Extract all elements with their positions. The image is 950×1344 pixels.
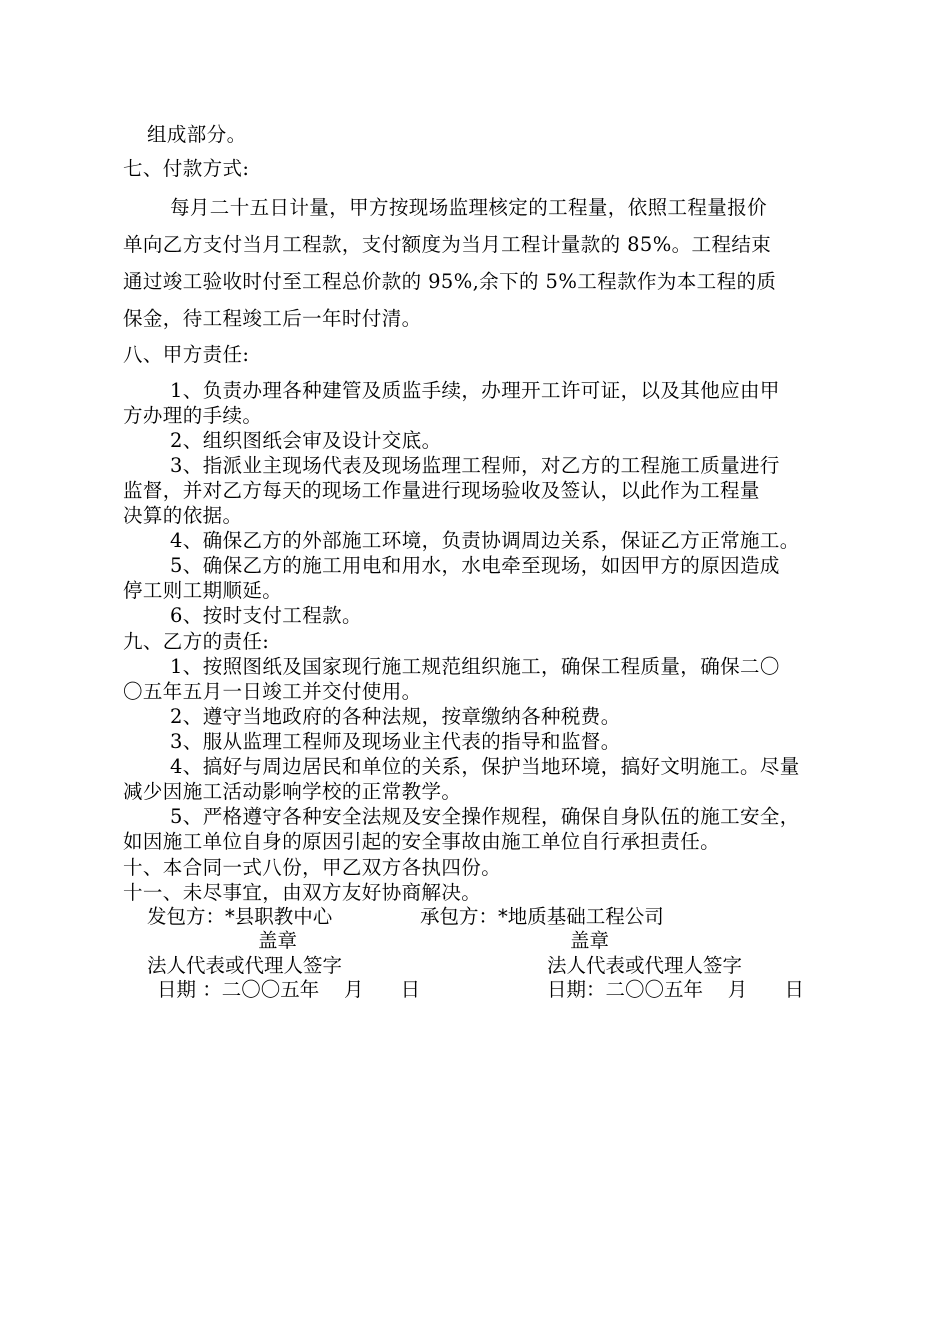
section-9-line-1: 1、按照图纸及国家现行施工规范组织施工，确保工程质量，确保二〇: [170, 655, 780, 678]
party-a-label: 发包方：*县职教中心: [147, 905, 333, 928]
section-10: 十、本合同一式八份，甲乙双方各执四份。: [123, 856, 502, 879]
section-8-line-9: 停工则工期顺延。: [123, 579, 283, 602]
section-9-heading: 九、乙方的责任:: [123, 630, 270, 653]
section-8-line-7: 4、确保乙方的外部施工环境，负责协调周边关系，保证乙方正常施工。: [170, 529, 800, 552]
section-9-line-4: 3、服从监理工程师及现场业主代表的指导和监督。: [170, 730, 621, 753]
date-a: 日期 ：二〇〇五年 月 日: [157, 978, 421, 1001]
party-b-label: 承包方：*地质基础工程公司: [420, 905, 664, 928]
section-9-line-5: 4、搞好与周边居民和单位的关系，保护当地环境，搞好文明施工。尽量: [170, 755, 800, 778]
section-8-line-10: 6、按时支付工程款。: [170, 604, 362, 627]
section-8-line-3: 2、组织图纸会审及设计交底。: [170, 429, 442, 452]
section-9-line-2: 〇五年五月一日竣工并交付使用。: [123, 680, 422, 703]
representative-b: 法人代表或代理人签字: [547, 954, 743, 977]
section-7-heading: 七、付款方式:: [123, 157, 250, 180]
section-7-line-3: 通过竣工验收时付至工程总价款的 95%,余下的 5%工程款作为本工程的质: [123, 270, 777, 293]
section-7-line-2: 单向乙方支付当月工程款，支付额度为当月工程计量款的 85%。工程结束: [123, 233, 772, 256]
section-9-line-8: 如因施工单位自身的原因引起的安全事故由施工单位自行承担责任。: [123, 830, 721, 853]
section-9-line-7: 5、严格遵守各种安全法规及安全操作规程，确保自身队伍的施工安全，: [170, 805, 800, 828]
section-8-line-8: 5、确保乙方的施工用电和用水，水电牵至现场，如因甲方的原因造成: [170, 554, 780, 577]
section-7-line-1: 每月二十五日计量，甲方按现场监理核定的工程量，依照工程量报价: [170, 196, 768, 219]
seal-a: 盖章: [258, 929, 298, 952]
date-b: 日期：二〇〇五年 月 日: [547, 978, 804, 1001]
section-9-line-3: 2、遵守当地政府的各种法规，按章缴纳各种税费。: [170, 705, 621, 728]
seal-b: 盖章: [570, 929, 610, 952]
section-11: 十一、未尽事宜，由双方友好协商解决。: [123, 881, 482, 904]
section-7-line-4: 保金，待工程竣工后一年时付清。: [123, 307, 422, 330]
section-8-line-6: 决算的依据。: [123, 504, 243, 527]
section-9-line-6: 减少因施工活动影响学校的正常教学。: [123, 780, 462, 803]
section-8-line-4: 3、指派业主现场代表及现场监理工程师，对乙方的工程施工质量进行: [170, 454, 780, 477]
representative-a: 法人代表或代理人签字: [147, 954, 343, 977]
section-8-line-5: 监督，并对乙方每天的现场工作量进行现场验收及签认，以此作为工程量: [123, 479, 760, 502]
intro-line: 组成部分。: [147, 123, 247, 146]
section-8-line-1: 1、负责办理各种建管及质监手续，办理开工许可证，以及其他应由甲: [170, 379, 780, 402]
section-8-heading: 八、甲方责任:: [123, 343, 250, 366]
section-8-line-2: 方办理的手续。: [123, 404, 263, 427]
